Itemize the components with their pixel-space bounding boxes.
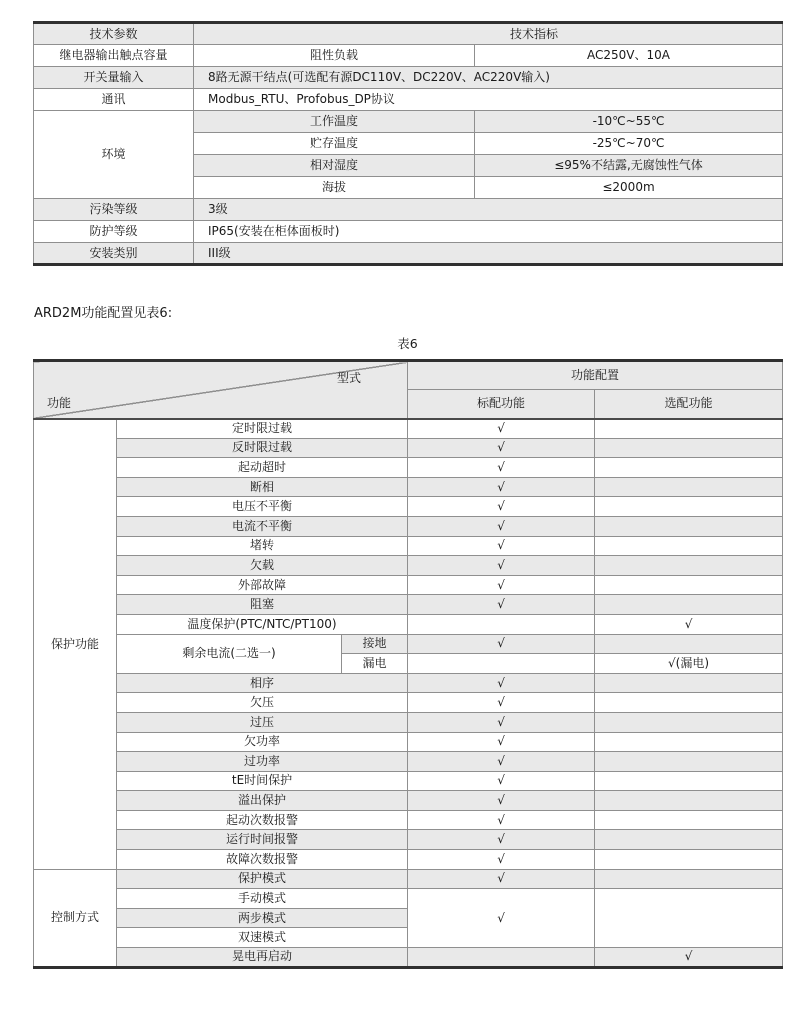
table-row [34, 810, 783, 830]
table-cell: 手动模式 [117, 889, 408, 909]
table-row [34, 889, 783, 909]
section-intro-text: ARD2M功能配置见表6: [34, 306, 173, 321]
technical-spec-table [33, 21, 783, 266]
check-mark-cell: √ [595, 614, 783, 634]
table-cell: 通讯 [34, 89, 194, 111]
empty-cell [595, 477, 783, 497]
table-row [34, 497, 783, 517]
table-row [34, 199, 783, 221]
table-cell: 海拔 [194, 177, 475, 199]
table-row [34, 595, 783, 615]
empty-cell [595, 419, 783, 439]
table-cell: 外部故障 [117, 575, 408, 595]
table-row [34, 45, 783, 67]
empty-cell [595, 536, 783, 556]
table-row [34, 771, 783, 791]
config-header-cell: 功能配置 [408, 361, 783, 390]
table-row [34, 221, 783, 243]
table-cell: 欠功率 [117, 732, 408, 752]
table-cell: 贮存温度 [194, 133, 475, 155]
empty-cell [595, 634, 783, 654]
empty-cell [408, 948, 595, 968]
optional-config-header-cell: 选配功能 [595, 390, 783, 419]
check-mark-cell: √ [408, 458, 595, 478]
check-mark-cell: √ [408, 438, 595, 458]
table-cell: 剩余电流(二选一) [117, 634, 342, 673]
table-cell: 溢出保护 [117, 791, 408, 811]
table-row [34, 712, 783, 732]
empty-cell [595, 595, 783, 615]
empty-cell [595, 438, 783, 458]
table-cell: III级 [194, 243, 783, 265]
table-row [34, 243, 783, 265]
empty-cell [595, 732, 783, 752]
check-mark-cell: √ [408, 634, 595, 654]
check-mark-cell: √ [408, 595, 595, 615]
table-cell: 3级 [194, 199, 783, 221]
table-cell: Modbus_RTU、Profobus_DP协议 [194, 89, 783, 111]
table-row [34, 111, 783, 133]
check-mark-cell: √ [595, 948, 783, 968]
table-cell: 电流不平衡 [117, 516, 408, 536]
table-cell: 保护模式 [117, 869, 408, 889]
check-mark-cell: √ [408, 869, 595, 889]
check-mark-cell: √ [408, 850, 595, 870]
table-cell: 控制方式 [34, 869, 117, 967]
table-cell: 电压不平衡 [117, 497, 408, 517]
table-cell: 环境 [34, 111, 194, 199]
check-mark-cell: √ [408, 536, 595, 556]
table-cell: 漏电 [342, 654, 408, 674]
table-cell: 阻性负载 [194, 45, 475, 67]
empty-cell [595, 712, 783, 732]
check-mark-cell: √ [408, 419, 595, 439]
empty-cell [595, 810, 783, 830]
table-cell: 技术指标 [194, 23, 783, 45]
table-cell: 污染等级 [34, 199, 194, 221]
table-cell: 反时限过载 [117, 438, 408, 458]
table-cell: 技术参数 [34, 23, 194, 45]
table-row [34, 23, 783, 45]
table-row [34, 556, 783, 576]
table-cell: 相对湿度 [194, 155, 475, 177]
empty-cell [595, 771, 783, 791]
table-row [34, 361, 783, 390]
table-cell: 防护等级 [34, 221, 194, 243]
check-mark-cell: √ [408, 575, 595, 595]
table-cell: 开关量输入 [34, 67, 194, 89]
table-cell: 起动超时 [117, 458, 408, 478]
empty-cell [408, 614, 595, 634]
table-row [34, 536, 783, 556]
check-mark-cell: √ [408, 673, 595, 693]
check-mark-cell: √ [408, 556, 595, 576]
table-cell: 工作温度 [194, 111, 475, 133]
check-mark-cell: √ [408, 732, 595, 752]
table-cell: 安装类别 [34, 243, 194, 265]
table-cell: 晃电再启动 [117, 948, 408, 968]
check-mark-cell: √ [408, 712, 595, 732]
function-header-label: 功能 [47, 395, 72, 410]
empty-cell [408, 654, 595, 674]
empty-cell [595, 673, 783, 693]
table6-caption: 表6 [397, 336, 418, 351]
check-mark-cell: √ [408, 791, 595, 811]
table-row [34, 419, 783, 439]
table-row [34, 458, 783, 478]
table-cell: 温度保护(PTC/NTC/PT100) [117, 614, 408, 634]
type-header-label: 型式 [337, 371, 362, 385]
standard-config-header-cell: 标配功能 [408, 390, 595, 419]
table-cell: 堵转 [117, 536, 408, 556]
table-cell: 过压 [117, 712, 408, 732]
table-row [34, 89, 783, 111]
table-cell: 定时限过载 [117, 419, 408, 439]
table-cell: AC250V、10A [475, 45, 783, 67]
table-row [34, 516, 783, 536]
check-mark-cell: √ [408, 752, 595, 772]
table-cell: 保护功能 [34, 419, 117, 870]
table-cell: 相序 [117, 673, 408, 693]
table-row [34, 791, 783, 811]
check-mark-cell: √ [408, 889, 595, 948]
table-cell: 故障次数报警 [117, 850, 408, 870]
empty-cell [595, 497, 783, 517]
table-row [34, 869, 783, 889]
empty-cell [595, 458, 783, 478]
check-mark-cell: √ [408, 477, 595, 497]
table-cell: 起动次数报警 [117, 810, 408, 830]
table-row [34, 477, 783, 497]
table-row [34, 673, 783, 693]
table-cell: 断相 [117, 477, 408, 497]
check-mark-cell: √ [408, 830, 595, 850]
table-row [34, 850, 783, 870]
table-cell: 阻塞 [117, 595, 408, 615]
table-cell: 运行时间报警 [117, 830, 408, 850]
empty-cell [595, 791, 783, 811]
table-row [34, 693, 783, 713]
check-mark-cell: √ [408, 516, 595, 536]
table-cell: ≤2000m [475, 177, 783, 199]
table-cell: tE时间保护 [117, 771, 408, 791]
table-cell: 接地 [342, 634, 408, 654]
table-row [34, 614, 783, 634]
check-mark-cell: √ [408, 693, 595, 713]
empty-cell [595, 850, 783, 870]
check-mark-cell: √ [408, 497, 595, 517]
table-cell: 8路无源干结点(可选配有源DC110V、DC220V、AC220V输入) [194, 67, 783, 89]
empty-cell [595, 516, 783, 536]
function-config-table [33, 359, 783, 969]
empty-cell [595, 752, 783, 772]
table-cell: IP65(安装在柜体面板时) [194, 221, 783, 243]
empty-cell [595, 830, 783, 850]
table-row [34, 752, 783, 772]
function-config-header [34, 361, 783, 419]
empty-cell [595, 889, 783, 948]
empty-cell [595, 693, 783, 713]
check-mark-cell: √ [408, 771, 595, 791]
table-cell: 两步模式 [117, 908, 408, 928]
table-row [34, 575, 783, 595]
table-row [34, 67, 783, 89]
table-row [34, 634, 783, 654]
empty-cell [595, 556, 783, 576]
table-cell: 双速模式 [117, 928, 408, 948]
empty-cell [595, 869, 783, 889]
table-cell: -25℃~70℃ [475, 133, 783, 155]
diagonal-header-cell [34, 361, 408, 419]
table-row [34, 948, 783, 968]
table-row [34, 438, 783, 458]
table-cell: 欠载 [117, 556, 408, 576]
table-row [34, 732, 783, 752]
table-cell: 继电器输出触点容量 [34, 45, 194, 67]
table-row [34, 830, 783, 850]
check-mark-cell: √(漏电) [595, 654, 783, 674]
check-mark-cell: √ [408, 810, 595, 830]
table-cell: ≤95%不结露,无腐蚀性气体 [475, 155, 783, 177]
table-cell: 欠压 [117, 693, 408, 713]
table-cell: 过功率 [117, 752, 408, 772]
table-cell: -10℃~55℃ [475, 111, 783, 133]
empty-cell [595, 575, 783, 595]
